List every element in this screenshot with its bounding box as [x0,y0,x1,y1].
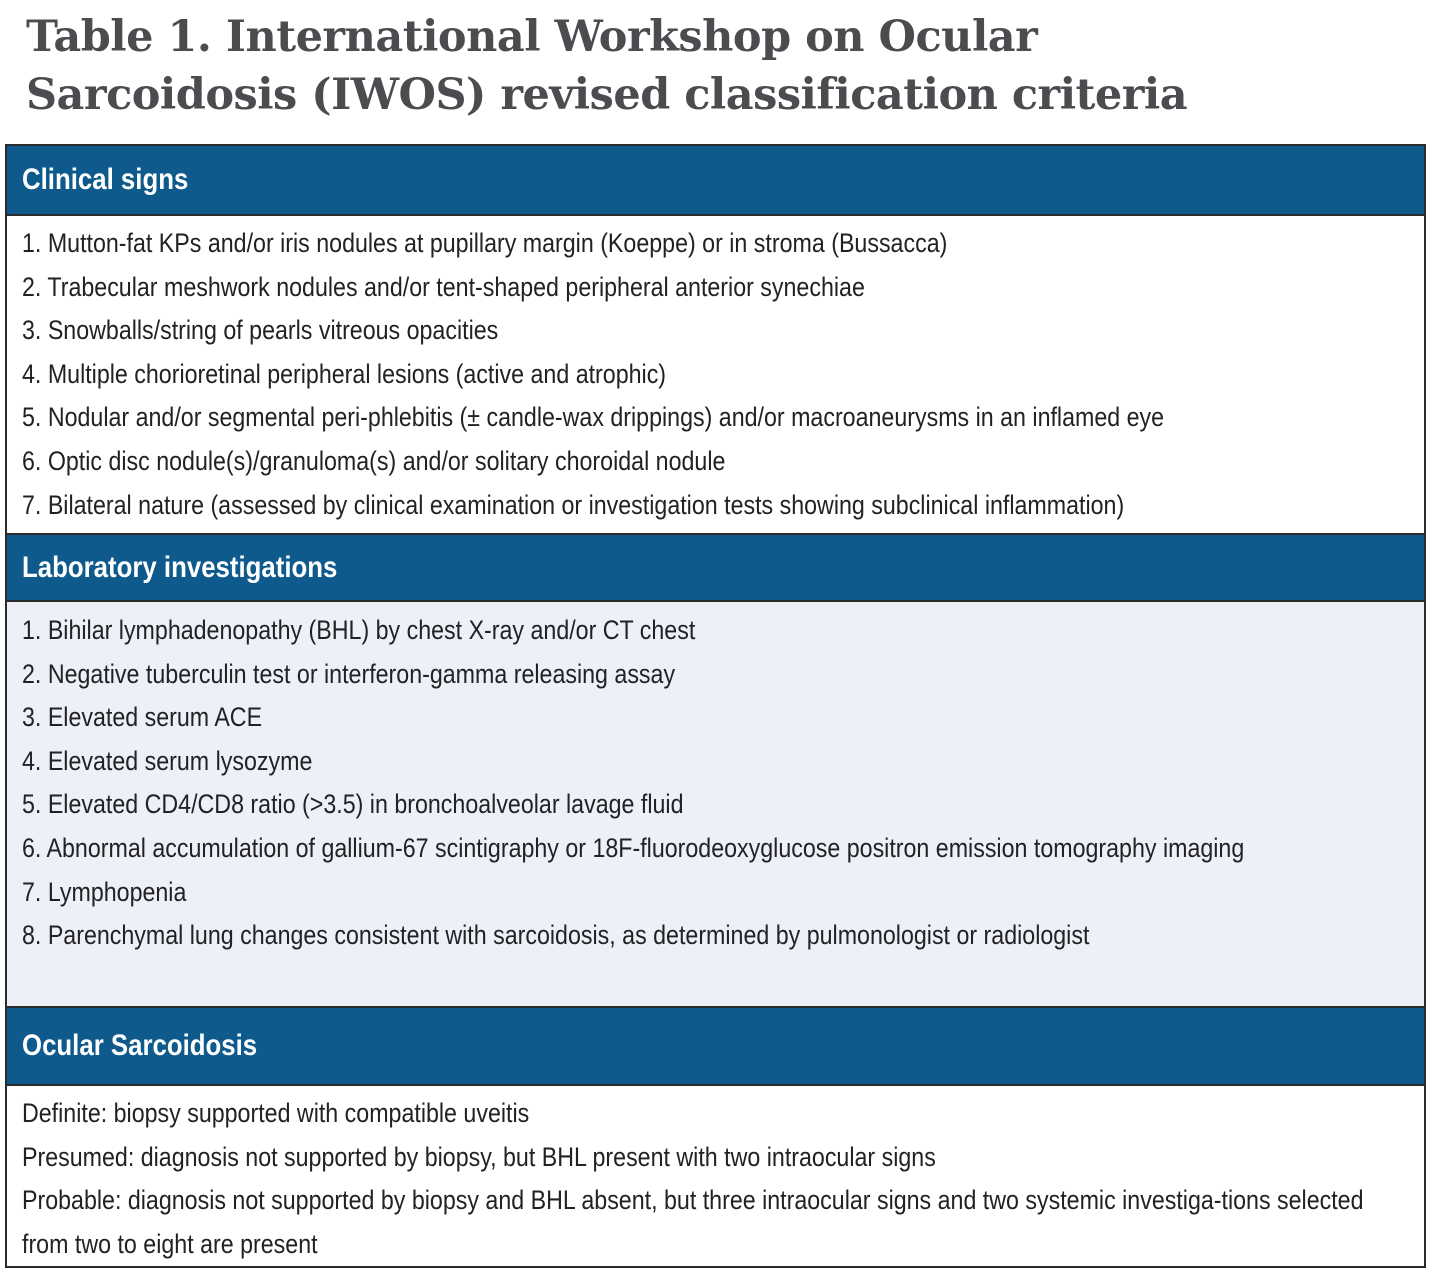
table-title-line-2: Sarcoidosis (IWOS) revised classification criteria [26,70,1188,120]
section-heading: Ocular Sarcoidosis [22,1029,258,1062]
criteria-table [5,144,1426,1268]
criteria-row: 1. Bihilar lymphadenopathy (BHL) by chest X-ray and/or CT chest [22,615,696,645]
section-heading: Laboratory investigations [22,550,338,584]
section-body-clinical-signs [7,216,1424,533]
criteria-row: 3. Snowballs/string of pearls vitreous opacities [22,315,499,346]
section-header-laboratory-investigations [7,533,1424,602]
diagnosis-row-definite: Definite: biopsy supported with compatible uveitis [22,1098,530,1128]
criteria-row: 6. Abnormal accumulation of gallium-67 scintigraphy or 18F-fluorodeoxyglucose positron emission tomography imaging [22,832,1245,863]
criteria-row: 4. Elevated serum lysozyme [22,745,313,776]
criteria-row: 1. Mutton-fat KPs and/or iris nodules at pupillary margin (Koeppe) or in stroma (Bussacca) [22,228,948,258]
criteria-row: 7. Bilateral nature (assessed by clinical examination or investigation tests showing subclinical inflammation) [22,489,1125,520]
criteria-row: 2. Negative tuberculin test or interferon-gamma releasing assay [22,658,676,689]
section-body-ocular-sarcoidosis [7,1086,1424,1266]
criteria-row: 5. Nodular and/or segmental peri-phlebitis (± candle-wax drippings) and/or macroaneurysms in an inflamed eye [22,402,1165,433]
diagnosis-row-presumed: Presumed: diagnosis not supported by biopsy, but BHL present with two intraocular signs [22,1141,936,1172]
section-header-ocular-sarcoidosis [7,1006,1424,1086]
criteria-row: 3. Elevated serum ACE [22,702,263,733]
section-body-laboratory-investigations [7,602,1424,1006]
criteria-row: 4. Multiple chorioretinal peripheral lesions (active and atrophic) [22,358,667,389]
criteria-row: 7. Lymphopenia [22,876,187,907]
table-title-line-1: Table 1. International Workshop on Ocular [26,12,1038,62]
criteria-row: 6. Optic disc nodule(s)/granuloma(s) and/or solitary choroidal nodule [22,445,726,476]
diagnosis-row-probable: Probable: diagnosis not supported by biopsy and BHL absent, but three intraocular signs and two systemic investiga-tions selected from two to eight are present [22,1185,1364,1259]
criteria-row: 8. Parenchymal lung changes consistent with sarcoidosis, as determined by pulmonologist or radiologist [22,920,1090,951]
criteria-row: 5. Elevated CD4/CD8 ratio (>3.5) in bronchoalveolar lavage fluid [22,789,684,820]
table-title [26,8,1416,124]
section-heading: Clinical signs [22,163,189,196]
criteria-row: 2. Trabecular meshwork nodules and/or tent-shaped peripheral anterior synechiae [22,271,865,302]
section-header-clinical-signs [7,146,1424,216]
